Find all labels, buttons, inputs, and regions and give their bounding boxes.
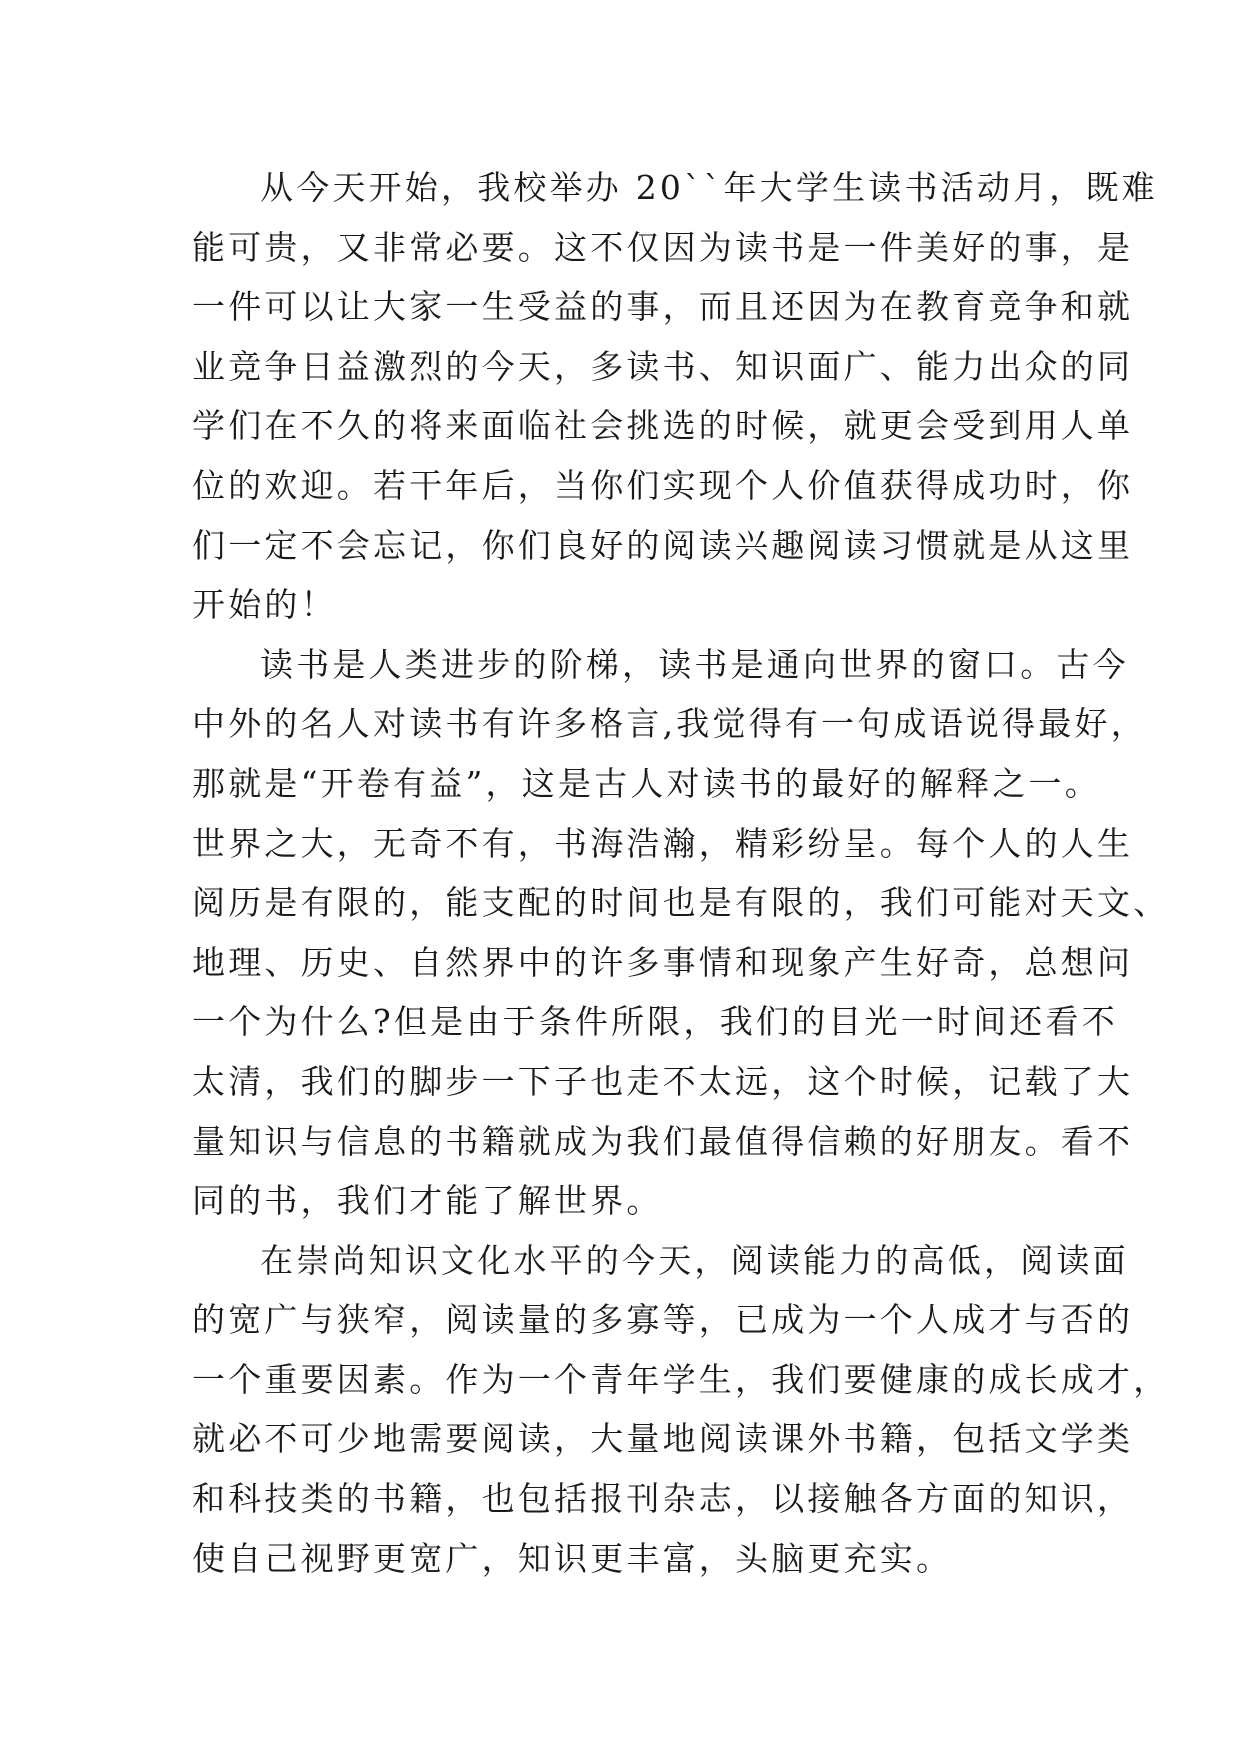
paragraph-line: 就必不可少地需要阅读，大量地阅读课外书籍，包括文学类 <box>192 1419 1134 1459</box>
document-body <box>192 158 1170 1588</box>
paragraph-line: 量知识与信息的书籍就成为我们最值得信赖的好朋友。看不 <box>192 1121 1134 1161</box>
paragraph-3 <box>192 1231 1170 1589</box>
paragraph-1 <box>192 158 1158 635</box>
paragraph-line: 的宽广与狭窄，阅读量的多寡等，已成为一个人成才与否的 <box>192 1300 1134 1340</box>
paragraph-line: 一个重要因素。作为一个青年学生，我们要健康的成长成才， <box>192 1359 1170 1399</box>
paragraph-line: 阅历是有限的，能支配的时间也是有限的，我们可能对天文、 <box>192 883 1170 923</box>
paragraph-line: 同的书，我们才能了解世界。 <box>192 1181 663 1221</box>
paragraph-line: 们一定不会忘记，你们良好的阅读兴趣阅读习惯就是从这里 <box>192 525 1134 565</box>
paragraph-line: 和科技类的书籍，也包括报刊杂志，以接触各方面的知识， <box>192 1479 1134 1519</box>
paragraph-line: 开始的！ <box>192 585 337 625</box>
paragraph-2 <box>192 635 1170 1231</box>
paragraph-line: 读书是人类进步的阶梯，读书是通向世界的窗口。古今 <box>260 644 1129 684</box>
paragraph-line: 一件可以让大家一生受益的事，而且还因为在教育竞争和就 <box>192 287 1134 327</box>
paragraph-line: 地理、历史、自然界中的许多事情和现象产生好奇，总想问 <box>192 942 1134 982</box>
paragraph-line: 能可贵，又非常必要。这不仅因为读书是一件美好的事，是 <box>192 227 1134 267</box>
paragraph-line: 太清，我们的脚步一下子也走不太远，这个时候，记载了大 <box>192 1061 1134 1101</box>
paragraph-line: 业竞争日益激烈的今天，多读书、知识面广、能力出众的同 <box>192 346 1134 386</box>
paragraph-line: 位的欢迎。若干年后，当你们实现个人价值获得成功时，你 <box>192 465 1134 505</box>
paragraph-line: 在崇尚知识文化水平的今天，阅读能力的高低，阅读面 <box>260 1240 1129 1280</box>
paragraph-line: 一个为什么?但是由于条件所限，我们的目光一时间还看不 <box>192 1002 1118 1042</box>
paragraph-line: 那就是“开卷有益”，这是古人对读书的最好的解释之一。 <box>192 763 1101 803</box>
paragraph-line: 使自己视野更宽广，知识更丰富，头脑更充实。 <box>192 1538 953 1578</box>
paragraph-line: 从今天开始，我校举办 20``年大学生读书活动月，既难 <box>260 168 1158 207</box>
paragraph-line: 世界之大，无奇不有，书海浩瀚，精彩纷呈。每个人的人生 <box>192 823 1134 863</box>
paragraph-line: 学们在不久的将来面临社会挑选的时候，就更会受到用人单 <box>192 406 1134 446</box>
paragraph-line: 中外的名人对读书有许多格言,我觉得有一句成语说得最好， <box>192 704 1147 744</box>
